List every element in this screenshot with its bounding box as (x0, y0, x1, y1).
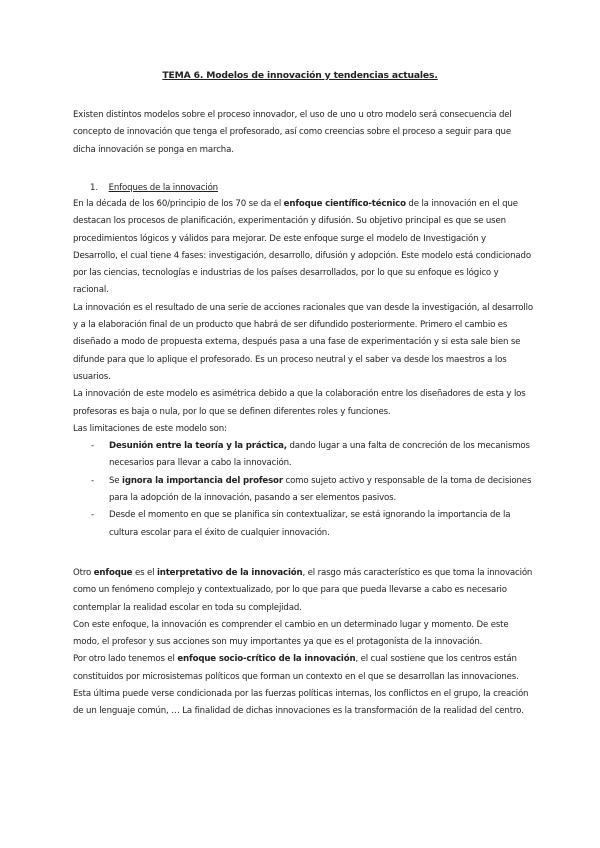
technical-approach-section (73, 196, 533, 542)
interpretative-approach-section (73, 565, 533, 721)
paragraph-tech-1 (73, 196, 533, 300)
list-item (73, 438, 533, 473)
text-run: Se (109, 475, 123, 486)
section-heading (90, 180, 218, 197)
text-run: como sujeto activo y responsable de la toma de decisiones para la adopción de la innovación, pasando a ser elementos pasivos. (109, 475, 532, 504)
bold-term: ignora la importancia del profesor (122, 475, 283, 486)
text-run: es el (132, 568, 157, 578)
paragraph-sociocritical (73, 651, 533, 720)
text-run: , el rasgo más característico es que toma la innovación como un fenómeno complejo y contextualizado, por lo que para que pueda llevarse a cabo es necesario contemplar la realidad escolar en toda su complejidad. (73, 568, 533, 613)
paragraph-interp-1 (73, 565, 533, 617)
dash-marker: - (91, 475, 94, 486)
bold-term: interpretativo de la innovación (156, 568, 303, 578)
bold-term: enfoque (93, 568, 133, 578)
bold-term: enfoque científico-técnico (283, 199, 406, 209)
paragraph-tech-4: Las limitaciones de este modelo son: (73, 423, 227, 434)
bold-term: enfoque socio-crítico de la innovación (177, 654, 356, 665)
section-number: 1. (90, 183, 98, 193)
paragraph-tech-2: La innovación es el resultado de una serie de acciones racionales que van desde la investigación, al desarrollo y a la elaboración final de un producto que habrá de ser difundido posteriormente. Primero el cambio es diseñado a modo de propuesta externa, después pasa a una fase de experimentación y si esta sale bien se difunde para que lo aplique el profesorado. Es un proceso neutral y el saber va desde los maestros a los usuarios. (73, 302, 533, 382)
text-run: En la década de los 60/principio de los 70 se da el (73, 199, 284, 209)
text-run: de la innovación en el que destacan los procesos de planificación, experimentación y difusión. Su objetivo principal es que se usen procedimientos lógicos y válidos para mejorar. De este enfoque surge el modelo de Investigación y Desarrollo, el cual tiene 4 fases: investigación, desarrollo, difusión y adopción. Este modelo está condicionado por las ciencias, tecnologías e industrias de los países desarrollados, por lo que su enfoque es lógico y racional. (73, 199, 531, 296)
bold-term: Desunión entre la teoría y la práctica, (109, 441, 287, 452)
section-title: Enfoques de la innovación (108, 183, 218, 193)
paragraph-interp-2: Con este enfoque, la innovación es comprender el cambio en un determinado lugar y momento. De este modo, el profesor y sus acciones son muy importantes ya que es el protagonista de la innovación. (73, 619, 509, 648)
text-run: Desde el momento en que se planifica sin contextualizar, se está ignorando la importancia de la cultura escolar para el éxito de cualquier innovación. (109, 510, 511, 538)
list-item (73, 473, 533, 508)
limitations-list (73, 438, 533, 542)
text-run: dando lugar a una falta de concreción de los mecanismos necesarios para llevar a cabo la innovación. (109, 441, 530, 469)
paragraph-tech-3: La innovación de este modelo es asimétrica debido a que la colaboración entre los diseñadores de esta y los profesoras es baja o nula, por lo que se definen diferentes roles y funciones. (73, 389, 526, 417)
list-item (73, 507, 533, 542)
text-run: , el cual sostiene que los centros están constituidos por microsistemas políticos que forman un contexto en el que se desarrollan las innovaciones. Esta última puede verse condicionada por las fuerzas políticas internas, los conflictos en el grupo, la creación de un lenguaje común, … La finalidad de dichas innovaciones es la transformación de la realidad del centro. (73, 654, 529, 717)
intro-paragraph (73, 107, 533, 159)
text-run: Otro (73, 568, 94, 578)
dash-marker: - (91, 441, 94, 452)
page-title: TEMA 6. Modelos de innovación y tendencias actuales. (162, 70, 438, 81)
intro-text: Existen distintos modelos sobre el proceso innovador, el uso de uno u otro modelo será consecuencia del concepto de innovación que tenga el profesorado, así como creencias sobre el proceso a seguir para que dicha innovación se ponga en marcha. (73, 110, 512, 155)
dash-marker: - (91, 510, 94, 521)
text-run: Por otro lado tenemos el (73, 654, 178, 665)
